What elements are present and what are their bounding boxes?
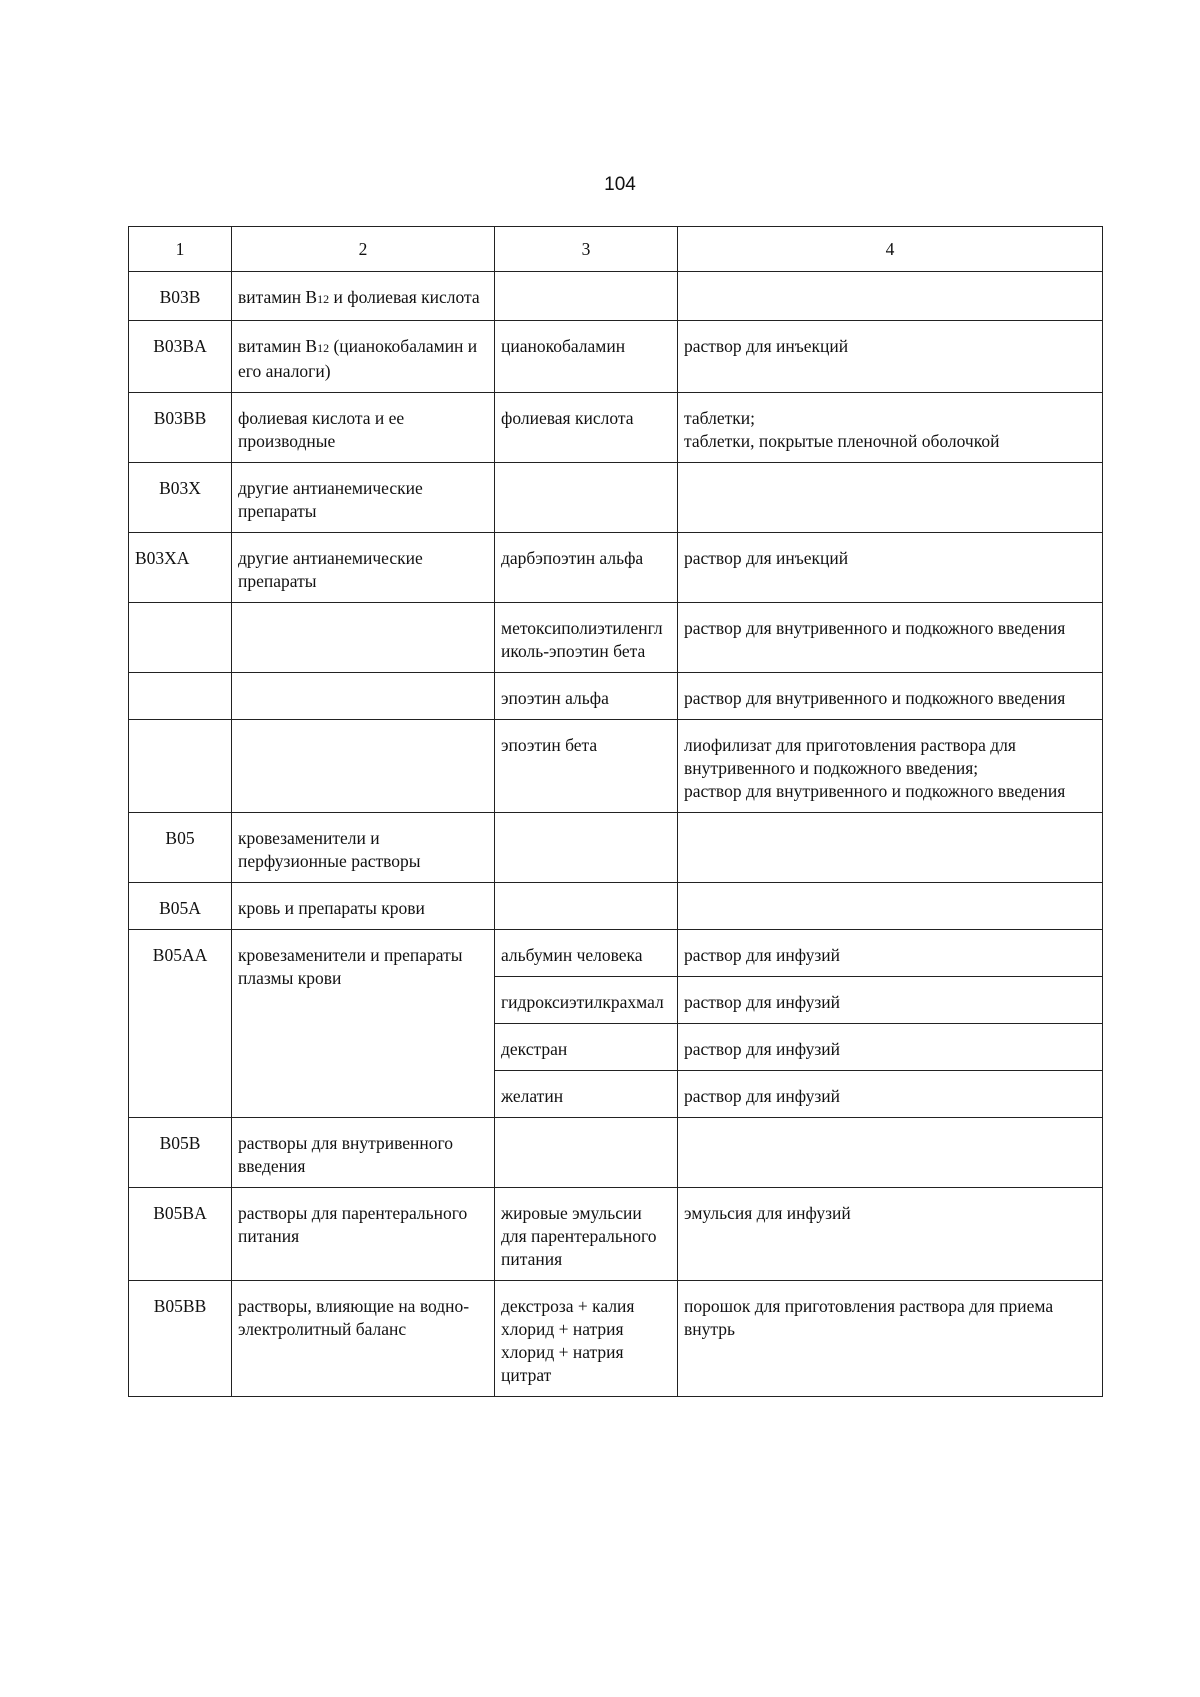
- table-row: [129, 272, 1103, 321]
- substance-name: [495, 883, 678, 930]
- dosage-form: [678, 813, 1103, 883]
- table-row: [129, 1188, 1103, 1281]
- table-row: [129, 463, 1103, 533]
- table-row: [129, 533, 1103, 603]
- group-name: растворы, влияющие на водно-электролитный баланс: [232, 1281, 495, 1397]
- dosage-form: [678, 463, 1103, 533]
- dosage-form: раствор для инфузий: [678, 1024, 1103, 1071]
- table-header-row: [129, 227, 1103, 272]
- atc-code: B05BB: [129, 1281, 232, 1397]
- substance-name: декстроза + калия хлорид + натрия хлорид + натрия цитрат: [495, 1281, 678, 1397]
- group-name: [232, 603, 495, 673]
- table-row: [129, 603, 1103, 673]
- table-row: [129, 393, 1103, 463]
- substance-name: фолиевая кислота: [495, 393, 678, 463]
- substance-name: [495, 463, 678, 533]
- substance-name: дарбэпоэтин альфа: [495, 533, 678, 603]
- dosage-form: раствор для внутривенного и подкожного введения: [678, 673, 1103, 720]
- substance-name: эпоэтин бета: [495, 720, 678, 813]
- dosage-form: [678, 883, 1103, 930]
- substance-name: гидроксиэтилкрахмал: [495, 977, 678, 1024]
- group-name: кровезаменители и перфузионные растворы: [232, 813, 495, 883]
- group-name: [232, 720, 495, 813]
- atc-code: B05AA: [129, 930, 232, 1118]
- dosage-form: таблетки; таблетки, покрытые пленочной оболочкой: [678, 393, 1103, 463]
- substance-name: декстран: [495, 1024, 678, 1071]
- dosage-form: [678, 272, 1103, 321]
- dosage-form: раствор для инфузий: [678, 977, 1103, 1024]
- atc-code: [129, 673, 232, 720]
- dosage-form: раствор для инъекций: [678, 321, 1103, 393]
- column-header: 3: [495, 227, 678, 272]
- dosage-form: раствор для внутривенного и подкожного введения: [678, 603, 1103, 673]
- atc-code: B03BB: [129, 393, 232, 463]
- table-row: [129, 673, 1103, 720]
- group-name: кровезаменители и препараты плазмы крови: [232, 930, 495, 1118]
- substance-name: альбумин человека: [495, 930, 678, 977]
- dosage-form: лиофилизат для приготовления раствора для внутривенного и подкожного введения; раствор для внутривенного и подкожного введения: [678, 720, 1103, 813]
- dosage-form: эмульсия для инфузий: [678, 1188, 1103, 1281]
- atc-code: [129, 720, 232, 813]
- atc-code: B03BA: [129, 321, 232, 393]
- substance-name: жировые эмульсии для парентерального питания: [495, 1188, 678, 1281]
- group-name: витамин В12 и фолиевая кислота: [232, 272, 495, 321]
- atc-code: B03B: [129, 272, 232, 321]
- table-row: [129, 1281, 1103, 1397]
- table-row: [129, 1118, 1103, 1188]
- atc-code: B05A: [129, 883, 232, 930]
- group-name: фолиевая кислота и ее производные: [232, 393, 495, 463]
- substance-name: желатин: [495, 1071, 678, 1118]
- dosage-form: раствор для инфузий: [678, 930, 1103, 977]
- atc-code: B05B: [129, 1118, 232, 1188]
- substance-name: [495, 1118, 678, 1188]
- group-name: витамин В12 (цианокобаламин и его аналоги): [232, 321, 495, 393]
- substance-name: цианокобаламин: [495, 321, 678, 393]
- substance-name: метоксиполиэтиленгликоль-эпоэтин бета: [495, 603, 678, 673]
- column-header: 2: [232, 227, 495, 272]
- table-row: [129, 930, 1103, 977]
- substance-name: [495, 272, 678, 321]
- substance-name: [495, 813, 678, 883]
- atc-code: B03XA: [129, 533, 232, 603]
- dosage-form: [678, 1118, 1103, 1188]
- group-name: другие антианемические препараты: [232, 533, 495, 603]
- column-header: 4: [678, 227, 1103, 272]
- dosage-form: раствор для инфузий: [678, 1071, 1103, 1118]
- group-name: растворы для парентерального питания: [232, 1188, 495, 1281]
- column-header: 1: [129, 227, 232, 272]
- atc-code: B05BA: [129, 1188, 232, 1281]
- table-row: [129, 720, 1103, 813]
- group-name: кровь и препараты крови: [232, 883, 495, 930]
- drug-table: [128, 226, 1103, 1397]
- atc-code: [129, 603, 232, 673]
- substance-name: эпоэтин альфа: [495, 673, 678, 720]
- group-name: растворы для внутривенного введения: [232, 1118, 495, 1188]
- table-row: [129, 321, 1103, 393]
- dosage-form: раствор для инъекций: [678, 533, 1103, 603]
- atc-code: B05: [129, 813, 232, 883]
- group-name: [232, 673, 495, 720]
- group-name: другие антианемические препараты: [232, 463, 495, 533]
- dosage-form: порошок для приготовления раствора для приема внутрь: [678, 1281, 1103, 1397]
- page-number: 104: [604, 174, 636, 195]
- table-row: [129, 813, 1103, 883]
- table-row: [129, 883, 1103, 930]
- atc-code: B03X: [129, 463, 232, 533]
